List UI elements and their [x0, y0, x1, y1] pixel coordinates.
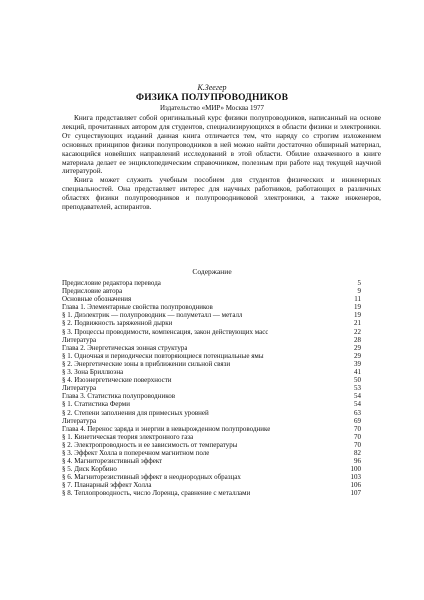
toc-entry-title: § 1. Статистика Ферми	[62, 400, 130, 409]
toc-entry-title: § 3. Процессы проводимости, компенсация, закон действующих масс	[62, 327, 269, 336]
toc-entry-title: Литература	[62, 384, 97, 393]
toc-entry-page: 50	[354, 376, 361, 385]
toc-entry	[62, 368, 361, 376]
toc-entry	[62, 417, 361, 425]
toc-entry	[62, 352, 361, 360]
toc-entry-page: 69	[354, 416, 361, 425]
toc-entry-page: 9	[357, 287, 361, 296]
toc-entry	[62, 400, 361, 408]
toc-entry-title: Основные обозначения	[62, 295, 132, 304]
toc-entry-title: § 4. Магниторезистивный эффект	[62, 457, 163, 466]
toc-entry-page: 5	[357, 279, 361, 287]
toc-entry	[62, 384, 361, 392]
toc-entry	[62, 489, 361, 497]
toc-entry-title: Глава 3. Статистика полупроводников	[62, 392, 176, 401]
toc-entry-page: 11	[354, 295, 361, 304]
toc-entry-page: 19	[354, 303, 361, 312]
toc-entry	[62, 473, 361, 481]
toc-entry-title: § 3. Зона Бриллюэна	[62, 368, 124, 377]
toc-entry	[62, 481, 361, 489]
abstract-paragraph: Книга представляет собой оригинальный курс физики полупроводников, написанный на основе лекций, прочитанных автором для студентов, специализирующихся в области физики и электроники. От существующих изданий данная книга отличается тем, что наряду со строгим изложением основных принципов физики полупроводников в ней можно найти достаточно обширный материал, касающийся новейших направлений исследований в этой области. Обилие охваченного в книге материала делает ее энциклопедическим справочником, полезным при работе над текущей научной литературой.	[62, 113, 381, 176]
toc-entry-page: 54	[354, 392, 361, 401]
toc-entry-page: 53	[354, 384, 361, 393]
toc-entry-page: 22	[354, 327, 361, 336]
toc-entry-title: § 1. Одночная и периодически повторяющиеся потенциальные ямы	[62, 351, 264, 360]
book-title: ФИЗИКА ПОЛУПРОВОДНИКОВ	[135, 93, 289, 103]
toc-entry-page: 41	[354, 368, 361, 377]
table-of-contents	[62, 279, 361, 498]
toc-entry	[62, 425, 361, 433]
toc-entry-title: § 1. Диэлектрик — полупроводник — полуметалл — металл	[62, 311, 243, 320]
toc-entry-page: 70	[354, 432, 361, 441]
toc-entry-page: 39	[354, 359, 361, 368]
toc-entry	[62, 449, 361, 457]
toc-entry	[62, 279, 361, 287]
toc-entry	[62, 311, 361, 319]
toc-entry-title: Литература	[62, 335, 97, 344]
toc-entry-title: § 8. Теплопроводность, число Лоренца, сравнение с металлами	[62, 489, 251, 498]
toc-entry	[62, 336, 361, 344]
toc-entry	[62, 409, 361, 417]
toc-entry-title: Предисловие автора	[62, 287, 123, 296]
publisher-line: Издательство «МИР» Москва 1977	[159, 104, 265, 112]
toc-entry-title: § 2. Энергетические зоны в приближении сильной связи	[62, 359, 231, 368]
toc-entry	[62, 457, 361, 465]
toc-entry-title: Глава 4. Перенос заряда и энергии в невырожденном полупроводнике	[62, 424, 271, 433]
toc-entry-page: 103	[350, 473, 361, 482]
toc-entry-page: 70	[354, 424, 361, 433]
toc-entry	[62, 465, 361, 473]
toc-entry-title: § 7. Планарный эффект Холла	[62, 481, 152, 490]
toc-entry-title: § 4. Изоэнергетические поверхности	[62, 376, 172, 385]
toc-entry	[62, 392, 361, 400]
toc-entry-title: § 2. Степени заполнения для примесных уровней	[62, 408, 209, 417]
book-author: К.Зеегер	[197, 83, 227, 92]
toc-entry-page: 29	[354, 351, 361, 360]
toc-entry-page: 106	[350, 481, 361, 490]
toc-entry	[62, 295, 361, 303]
toc-entry	[62, 328, 361, 336]
toc-entry-page: 21	[354, 319, 361, 328]
toc-entry-title: § 6. Магниторезистивный эффект в неоднородных образцах	[62, 473, 241, 482]
toc-entry-page: 96	[354, 457, 361, 466]
toc-entry-title: § 1. Кинетическая теория электронного газа	[62, 432, 194, 441]
toc-entry	[62, 287, 361, 295]
toc-entry-title: Литература	[62, 416, 97, 425]
toc-entry	[62, 303, 361, 311]
toc-entry	[62, 441, 361, 449]
contents-heading: Содержание	[192, 267, 232, 276]
toc-entry	[62, 376, 361, 384]
toc-entry-page: 107	[350, 489, 361, 498]
toc-entry	[62, 344, 361, 352]
toc-entry-title: Глава 2. Энергетическая зонная структура	[62, 343, 188, 352]
toc-entry-page: 29	[354, 343, 361, 352]
toc-entry-title: § 5. Диск Корбино	[62, 465, 117, 474]
toc-entry-page: 54	[354, 400, 361, 409]
toc-entry	[62, 433, 361, 441]
toc-entry-page: 19	[354, 311, 361, 320]
toc-entry-title: Предисловие редактора перевода	[62, 279, 161, 287]
book-abstract	[62, 114, 381, 212]
abstract-paragraph: Книга может служить учебным пособием для студентов физических и инженерных специальностей. Она представляет интерес для научных работников, работающих в различных областях физики полупроводников и полупроводниковой электроники, а также инженеров, преподавателей, аспирантов.	[62, 175, 381, 212]
toc-entry	[62, 319, 361, 327]
toc-entry-title: Глава 1. Элементарные свойства полупроводников	[62, 303, 213, 312]
toc-entry-page: 63	[354, 408, 361, 417]
toc-entry-page: 82	[354, 448, 361, 457]
toc-entry-page: 100	[350, 465, 361, 474]
toc-entry-page: 28	[354, 335, 361, 344]
toc-entry-title: § 2. Электропроводность и ее зависимость от температуры	[62, 440, 238, 449]
toc-entry	[62, 360, 361, 368]
toc-entry-title: § 2. Подвижность заряженной дырки	[62, 319, 173, 328]
toc-entry-page: 70	[354, 440, 361, 449]
toc-entry-title: § 3. Эффект Холла в поперечном магнитном поле	[62, 448, 210, 457]
